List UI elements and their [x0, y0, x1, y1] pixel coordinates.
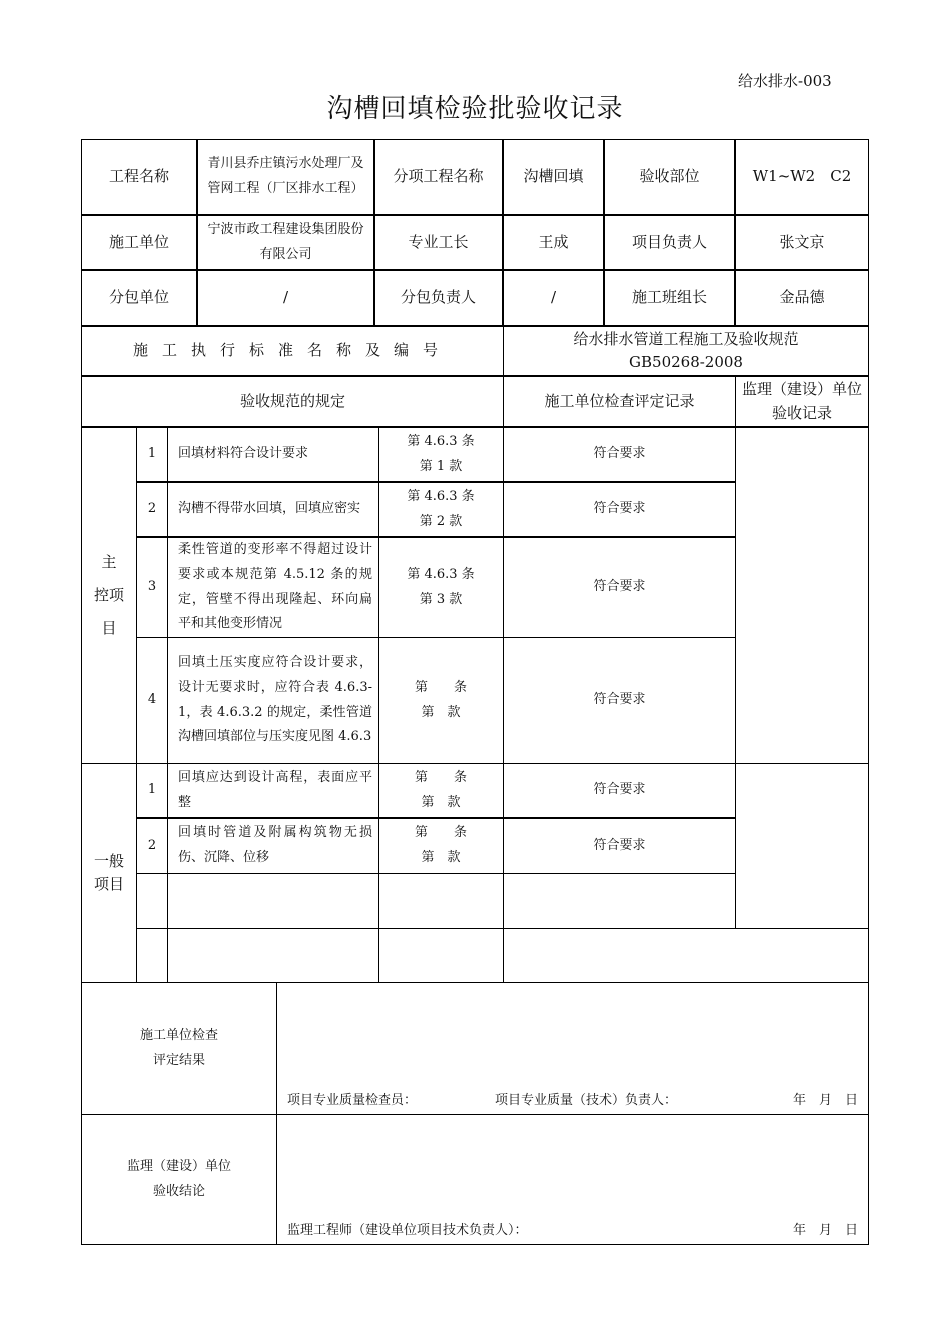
gen-item-1-clause-b: 第 款: [421, 794, 461, 810]
supervisor-date: 年 月 日: [792, 1222, 858, 1238]
mc-item-3-clause: [378, 537, 504, 638]
tech-head-label: 项目专业质量（技术）负责人：: [495, 1092, 678, 1108]
standard-code: GB50268-2008: [629, 353, 743, 371]
gen-item-1-text: 回填应达到设计高程，表面应平整: [167, 763, 379, 818]
part-label: 验收部位: [604, 139, 735, 215]
mc-item-2-text: 沟槽不得带水回填，回填应密实: [167, 482, 379, 537]
mc-item-4-clause-a: 第 条: [414, 679, 467, 695]
gen-item-2-no: 2: [136, 818, 168, 874]
supervisor-header: 监理（建设）单位验收记录: [735, 376, 869, 427]
contractor-label: 施工单位: [81, 215, 197, 270]
mc-supervisor-record: [735, 427, 869, 764]
mc-item-3-no: 3: [136, 537, 168, 638]
gen-empty-3-text: [167, 873, 379, 929]
part-value: W1~W2 C2: [735, 139, 869, 215]
gen-empty-4-text: [167, 928, 379, 983]
mc-item-4-clause: [378, 637, 504, 764]
gen-empty-4-clause: [378, 928, 504, 983]
standard-value: [503, 326, 869, 376]
main-control-label: [81, 427, 137, 764]
supervisor-conclusion-label-a: 监理（建设）单位: [126, 1158, 231, 1174]
mc-item-3-result: 符合要求: [503, 537, 736, 638]
mc-item-2-clause-b: 第 2 款: [419, 513, 463, 529]
mc-item-1-result: 符合要求: [503, 427, 736, 482]
gen-item-2-result: 符合要求: [503, 818, 736, 874]
contractor-result-body: [276, 982, 869, 1115]
mc-item-1-no: 1: [136, 427, 168, 482]
general-label-a: 一般: [93, 851, 124, 870]
mc-item-1-clause-a: 第 4.6.3 条: [407, 433, 475, 449]
contractor-check-header: 施工单位检查评定记录: [503, 376, 736, 427]
gen-item-2-clause: [378, 818, 504, 874]
project-name-value: 青川县乔庄镇污水处理厂及管网工程（厂区排水工程）: [197, 139, 374, 215]
mc-item-2-no: 2: [136, 482, 168, 537]
main-control-label-c: 目: [101, 619, 117, 637]
gen-supervisor-record: [735, 763, 869, 929]
gen-empty-3-clause: [378, 873, 504, 929]
pm-label: 项目负责人: [604, 215, 735, 270]
spec-header: 验收规范的规定: [81, 376, 504, 427]
page-title: 沟槽回填检验批验收记录: [326, 94, 624, 124]
gen-empty-3-result: [503, 873, 736, 929]
supervisor-conclusion-label: [81, 1114, 277, 1245]
sub-head-label: 分包负责人: [374, 270, 503, 326]
subitem-value: 沟槽回填: [503, 139, 604, 215]
contractor-date: 年 月 日: [792, 1092, 858, 1108]
mc-item-2-result: 符合要求: [503, 482, 736, 537]
inspection-form: [82, 140, 869, 1246]
gen-item-2-clause-b: 第 款: [421, 850, 461, 865]
mc-item-4-no: 4: [136, 637, 168, 764]
gen-item-1-clause: [378, 763, 504, 818]
gen-item-1-no: 1: [136, 763, 168, 818]
gen-item-1-result: 符合要求: [503, 763, 736, 818]
gen-empty-4-no: [136, 928, 168, 983]
gen-item-1-clause-a: 第 条: [414, 769, 467, 785]
foreman-label: 专业工长: [374, 215, 503, 270]
mc-item-4-clause-b: 第 款: [421, 704, 461, 720]
foreman-value: 王成: [503, 215, 604, 270]
subitem-label: 分项工程名称: [374, 139, 503, 215]
doc-code: 给水排水-003: [738, 72, 832, 90]
gen-item-2-text: 回填时管道及附属构筑物无损伤、沉降、位移: [167, 818, 379, 874]
supervisor-conclusion-label-b: 验收结论: [152, 1183, 205, 1199]
inspector-label: 项目专业质量检查员：: [287, 1092, 418, 1108]
mc-item-1-text: 回填材料符合设计要求: [167, 427, 379, 482]
mc-item-3-text: 柔性管道的变形率不得超过设计要求或本规范第 4.5.12 条的规定，管壁不得出现隆起、环向扁平和其他变形情况: [167, 537, 379, 638]
gen-empty-3-no: [136, 873, 168, 929]
subcontractor-label: 分包单位: [81, 270, 197, 326]
general-label-b: 项目: [93, 875, 124, 893]
main-control-label-b: 控项: [93, 586, 124, 604]
contractor-result-label-b: 评定结果: [152, 1052, 205, 1068]
main-control-label-a: 主: [101, 553, 117, 571]
gen-empty-4-result: [503, 928, 869, 983]
sub-head-value: /: [503, 270, 604, 326]
mc-item-2-clause-a: 第 4.6.3 条: [407, 488, 475, 504]
gen-item-2-clause-a: 第 条: [414, 825, 467, 841]
team-leader-value: 金品德: [735, 270, 869, 326]
subcontractor-value: /: [197, 270, 374, 326]
contractor-result-label-a: 施工单位检查: [139, 1027, 218, 1043]
standard-label: 施工执行标准名称及编号: [81, 326, 504, 376]
mc-item-1-clause: [378, 427, 504, 482]
standard-name: 给水排水管道工程施工及验收规范: [573, 329, 799, 348]
contractor-value: 宁波市政工程建设集团股份有限公司: [197, 215, 374, 270]
mc-item-3-clause-b: 第 3 款: [419, 591, 463, 607]
mc-item-2-clause: [378, 482, 504, 537]
contractor-result-label: [81, 982, 277, 1115]
mc-item-4-result: 符合要求: [503, 637, 736, 764]
general-label: [81, 763, 137, 983]
supervisor-conclusion-body: [276, 1114, 869, 1245]
mc-item-1-clause-b: 第 1 款: [419, 458, 463, 474]
project-name-label: 工程名称: [81, 139, 197, 215]
engineer-label: 监理工程师（建设单位项目技术负责人）：: [287, 1222, 528, 1238]
pm-value: 张文京: [735, 215, 869, 270]
mc-item-3-clause-a: 第 4.6.3 条: [407, 566, 475, 582]
team-leader-label: 施工班组长: [604, 270, 735, 326]
mc-item-4-text: 回填土压实度应符合设计要求，设计无要求时，应符合表 4.6.3-1，表 4.6.3.2 的规定，柔性管道沟槽回填部位与压实度见图 4.6.3: [167, 637, 379, 764]
